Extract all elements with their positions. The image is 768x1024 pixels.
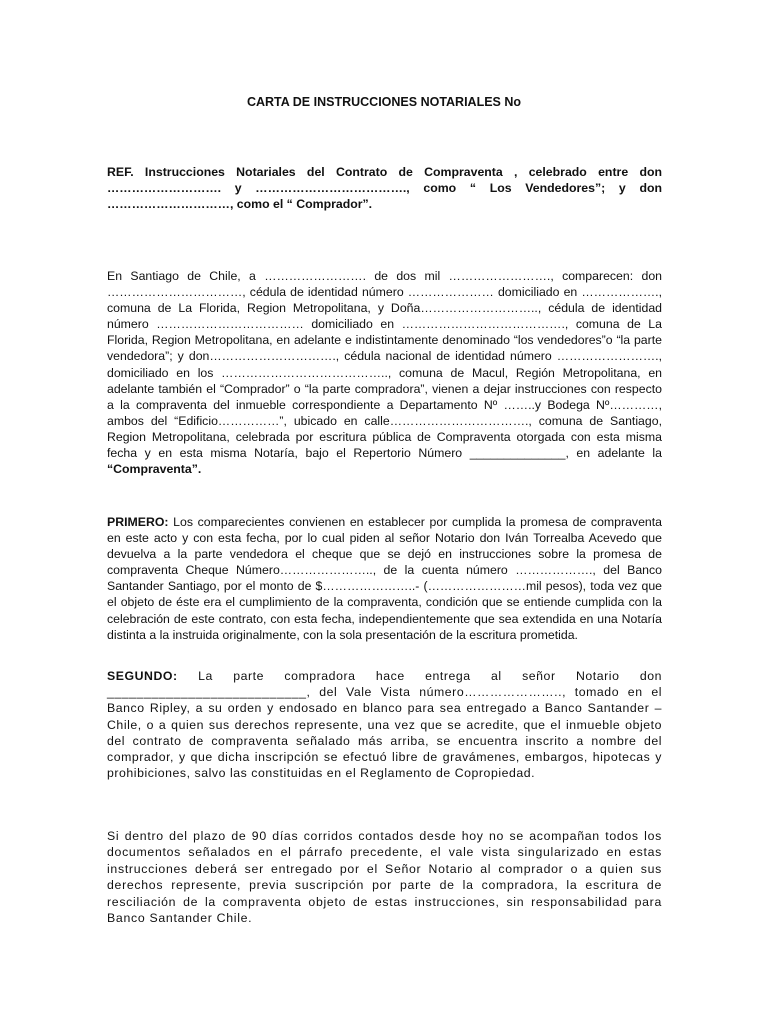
clause-segundo-label: SEGUNDO: bbox=[107, 669, 178, 683]
clause-segundo bbox=[107, 668, 662, 781]
clause-segundo-text: La parte compradora hace entrega al señor Notario don ___________________________, del Vale Vista número………………….., tomado en el Banco Ripley, a su orden y endosado en blanco para sea entregado a Banco Santander – Chile, o a quien sus derechos represente, una vez que se acredite, que el inmueble objeto del contrato de compraventa señalado más arriba, se encuentra inscrito a nombre del comprador, y que dicha inscripción se efectuó libre de gravámenes, embargos, hipotecas y prohibiciones, salvo las constituidas en el Reglamento de Copropiedad. bbox=[107, 669, 663, 781]
document-title: CARTA DE INSTRUCCIONES NOTARIALES No bbox=[246, 95, 522, 109]
clause-primero-label: PRIMERO: bbox=[107, 515, 169, 529]
final-paragraph: Si dentro del plazo de 90 días corridos contados desde hoy no se acompañan todos los documentos señalados en el párrafo precedente, el vale vista singularizado en estas instrucciones deberá ser entregado por el Señor Notario al comprador o a quien sus derechos represente, previa suscripción por parte de la compradora, la escritura de resciliación de la compraventa objeto de estas instrucciones, sin responsabilidad para Banco Santander Chile. bbox=[107, 829, 662, 926]
clause-primero-text: Los comparecientes convienen en establecer por cumplida la promesa de compraventa en este acto y con esta fecha, por lo cual piden al señor Notario don Iván Torrealba Acevedo que devuelva a la parte vendedora el cheque que se dejó en instrucciones sobre la promesa de compraventa Cheque Número………………….., de la cuenta número ………………., del Banco Santander Santiago, por el monto de $…………………..- (……………………mil pesos), toda vez que el objeto de éste era el cumplimiento de la compraventa, condición que se entiende cumplida con la celebración de este contrato, con esta fecha, independientemente que sea extendida en una Notaría distinta a la instruida originalmente, con la sola presentación de la escritura prometida. bbox=[107, 515, 663, 642]
reference-paragraph: REF. Instrucciones Notariales del Contrato de Compraventa , celebrado entre don ………………………. y ………………………………., como “ Los Vendedores”; y don …………………………, como el “ Comprador”. bbox=[107, 165, 662, 212]
clause-primero bbox=[107, 514, 662, 643]
intro-text: En Santiago de Chile, a ……………………. de dos mil ……………………., comparecen: don ……………………………, cédula de identidad número ………………… domiciliado en ………………., comuna de La Florida, Region Metropolitana, y Doña……………………….., cédula de identidad número ……………………………… domiciliado en …………………………………., comuna de La Florida, Region Metropolitana, en adelante e indistintamente denominado “los vendedores”o “la parte vendedora”; y don…………………………., cédula nacional de identidad número ……………………., domiciliado en los ………………………………….., comuna de Macul, Región Metropolitana, en adelante también el “Comprador” o “la parte compradora”, vienen a dejar instrucciones con respecto a la compraventa del inmueble correspondiente a Departamento Nº ……..y Bodega Nº…………, ambos del “Edificio……………”, ubicado en calle……………………………., comuna de Santiago, Region Metropolitana, celebrada por escritura pública de Compraventa otorgada con esta misma fecha y en esta misma Notaría, bajo el Repertorio Número ______________, en adelante la bbox=[107, 269, 662, 461]
intro-paragraph bbox=[107, 268, 662, 477]
intro-compraventa-label: “Compraventa”. bbox=[107, 462, 202, 477]
